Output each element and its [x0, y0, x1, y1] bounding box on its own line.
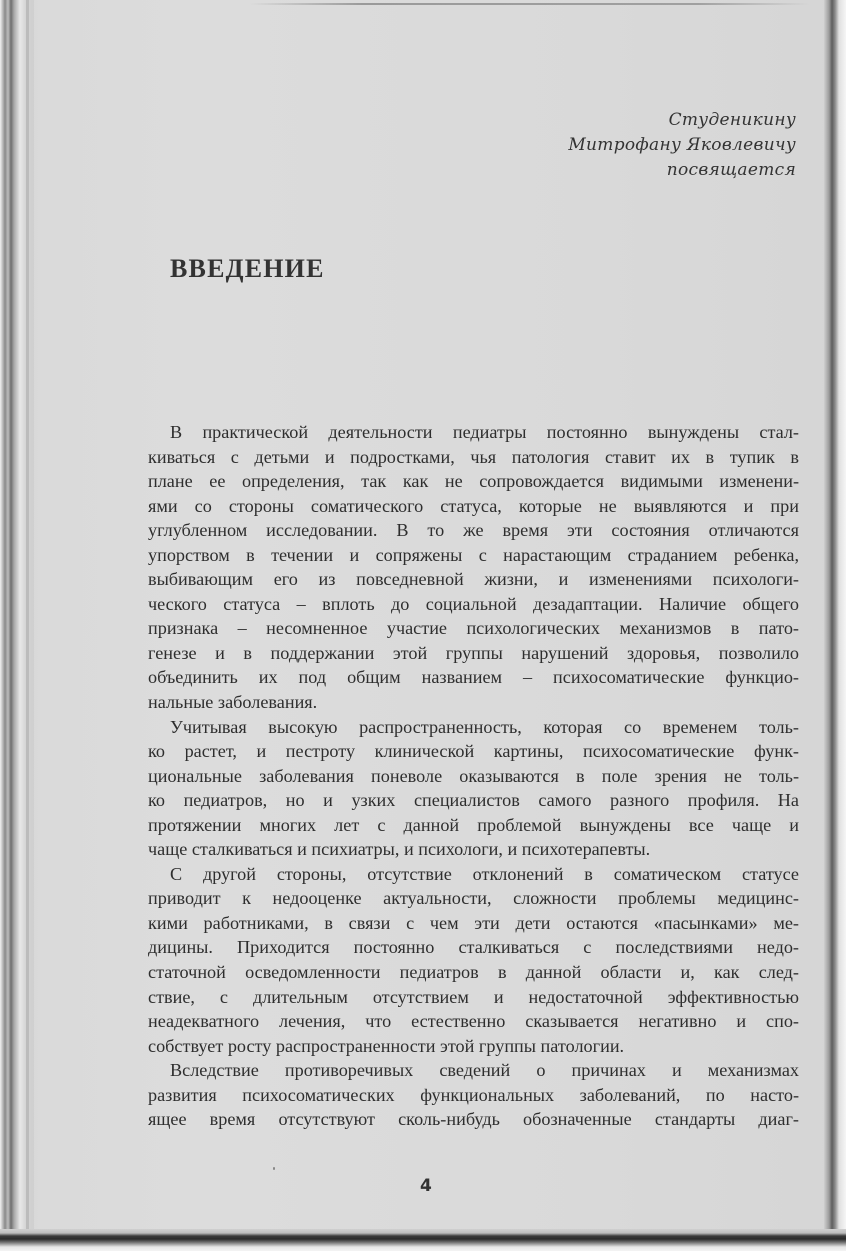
- text-line: упорством в течении и сопряжены с нарастающим страданием ребенка,: [148, 544, 799, 565]
- dedication-line: посвящается: [666, 160, 796, 180]
- text-line: ями со стороны соматического статуса, которые не выявляются и при: [148, 495, 799, 516]
- text-line: чаще сталкиваться и психиатры, и психологи, и психотерапевты.: [148, 839, 651, 860]
- text-line: статочной осведомленности педиатров в данной области и, как след-: [148, 962, 799, 983]
- text-line: Вследствие противоречивых сведений о причинах и механизмах: [170, 1060, 799, 1081]
- text-line: генезе и в поддержании этой группы нарушений здоровья, позволило: [148, 642, 799, 663]
- text-line: ствие, с длительным отсутствием и недостаточной эффективностью: [148, 986, 799, 1007]
- text-line: развития психосоматических функциональных заболеваний, по насто-: [148, 1084, 799, 1105]
- text-line: циональные заболевания поневоле оказываются в поле зрения не толь-: [148, 765, 799, 786]
- text-line: выбивающим его из повседневной жизни, и изменениями психологи-: [148, 569, 799, 590]
- text-line: дицины. Приходится постоянно сталкиваться с последствиями недо-: [148, 937, 799, 958]
- text-line: В практической деятельности педиатры постоянно вынуждены стал-: [170, 422, 799, 442]
- paragraph: [148, 862, 799, 1058]
- text-line: Учитывая высокую распространенность, которая со временем толь-: [170, 716, 799, 737]
- text-line: С другой стороны, отсутствие отклонений в соматическом статусе: [170, 863, 799, 884]
- dedication-line: Студеникину: [668, 110, 796, 130]
- text-line: ческого статуса – вплоть до социальной дезадаптации. Наличие общего: [148, 593, 799, 614]
- text-line: кими работниками, в связи с чем эти дети остаются «пасынками» ме-: [148, 912, 799, 933]
- text-line: углубленном исследовании. В то же время эти состояния отличаются: [148, 520, 799, 541]
- dedication-line: Митрофану Яковлевичу: [568, 135, 796, 155]
- text-line: нальные заболевания.: [148, 692, 318, 713]
- text-line: собствует росту распространенности этой группы патологии.: [148, 1035, 625, 1056]
- dedication: [568, 108, 796, 183]
- text-line: ко педиатров, но и узких специалистов самого разного профиля. На: [148, 790, 799, 811]
- body-text: [148, 420, 799, 1132]
- scan-speck: [273, 1167, 275, 1170]
- text-line: признака – несомненное участие психологических механизмов в пато-: [148, 618, 799, 639]
- text-line: неадекватного лечения, что естественно сказывается негативно и спо-: [148, 1011, 799, 1032]
- paragraph: [148, 715, 799, 862]
- text-line: ко растет, и пестроту клинической картины, психосоматические функ-: [148, 741, 799, 762]
- chapter-title: ВВЕДЕНИЕ: [170, 254, 325, 283]
- page-number: 4: [420, 1176, 432, 1196]
- text-line: приводит к недооценке актуальности, сложности проблемы медицинс-: [148, 888, 799, 909]
- text-line: объединить их под общим названием – психосоматические функцио-: [148, 667, 799, 688]
- text-line: киваться с детьми и подростками, чья патология ставит их в тупик в: [148, 446, 799, 467]
- text-line: плане ее определения, так как не сопровождается видимыми изменени-: [148, 471, 799, 492]
- paragraph: [148, 1058, 799, 1132]
- paragraph: [148, 420, 799, 715]
- text-line: протяжении многих лет с данной проблемой вынуждены все чаще и: [148, 814, 799, 835]
- text-line: ящее время отсутствуют сколь-нибудь обозначенные стандарты диаг-: [148, 1109, 799, 1130]
